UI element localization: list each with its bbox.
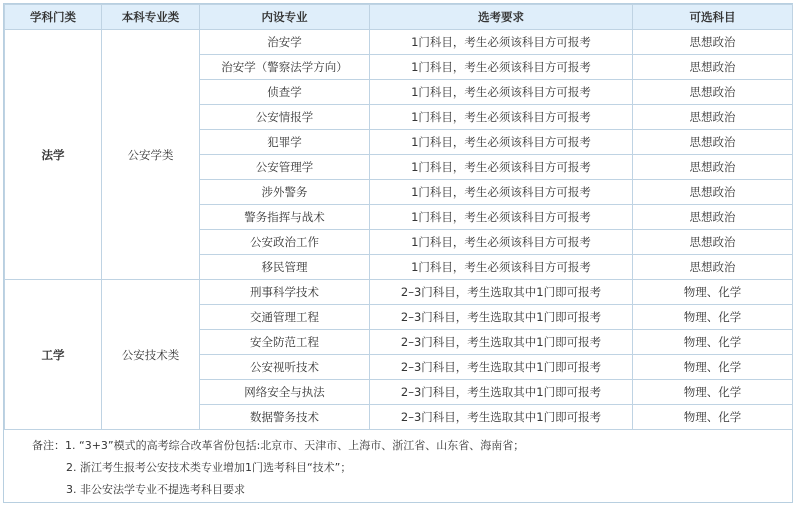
major-cell: 犯罪学 — [200, 130, 370, 155]
subjects-cell: 物理、化学 — [633, 280, 793, 305]
major-cell: 刑事科学技术 — [200, 280, 370, 305]
requirement-cell: 1门科目，考生必须该科目方可报考 — [370, 80, 633, 105]
major-cell: 网络安全与执法 — [200, 380, 370, 405]
table-body — [5, 30, 793, 430]
requirement-cell: 1门科目，考生必须该科目方可报考 — [370, 155, 633, 180]
subjects-cell: 思想政治 — [633, 80, 793, 105]
subjects-cell: 物理、化学 — [633, 330, 793, 355]
requirement-cell: 1门科目，考生必须该科目方可报考 — [370, 255, 633, 280]
category-cell: 工学 — [5, 280, 102, 430]
note-line-3: 3. 非公安法学专业不提选考科目要求 — [66, 483, 245, 496]
category-cell: 法学 — [5, 30, 102, 280]
notes-section — [4, 435, 792, 501]
subjects-cell: 思想政治 — [633, 30, 793, 55]
major-cell: 公安管理学 — [200, 155, 370, 180]
requirement-cell: 2–3门科目，考生选取其中1门即可报考 — [370, 405, 633, 430]
major-cell: 公安政治工作 — [200, 230, 370, 255]
major-cell: 数据警务技术 — [200, 405, 370, 430]
table-row — [5, 30, 793, 55]
major-class-cell: 公安技术类 — [102, 280, 200, 430]
requirement-cell: 2–3门科目，考生选取其中1门即可报考 — [370, 380, 633, 405]
note-line-1: 备注：1. “3+3”模式的高考综合改革省份包括:北京市、天津市、上海市、浙江省、山东省、海南省； — [32, 439, 525, 452]
subjects-cell: 思想政治 — [633, 180, 793, 205]
requirement-cell: 2–3门科目，考生选取其中1门即可报考 — [370, 305, 633, 330]
header-subjects: 可选科目 — [633, 5, 793, 30]
major-cell: 公安情报学 — [200, 105, 370, 130]
subjects-cell: 思想政治 — [633, 230, 793, 255]
major-cell: 侦查学 — [200, 80, 370, 105]
subjects-cell: 思想政治 — [633, 105, 793, 130]
requirements-table-frame — [3, 3, 793, 503]
requirements-table — [4, 4, 793, 430]
header-major-class: 本科专业类 — [102, 5, 200, 30]
subjects-cell: 思想政治 — [633, 205, 793, 230]
requirement-cell: 2–3门科目，考生选取其中1门即可报考 — [370, 280, 633, 305]
requirement-cell: 2–3门科目，考生选取其中1门即可报考 — [370, 330, 633, 355]
major-cell: 安全防范工程 — [200, 330, 370, 355]
subjects-cell: 思想政治 — [633, 155, 793, 180]
header-category: 学科门类 — [5, 5, 102, 30]
header-requirement: 选考要求 — [370, 5, 633, 30]
table-row — [5, 280, 793, 305]
major-cell: 交通管理工程 — [200, 305, 370, 330]
subjects-cell: 物理、化学 — [633, 355, 793, 380]
requirement-cell: 1门科目，考生必须该科目方可报考 — [370, 180, 633, 205]
subjects-cell: 思想政治 — [633, 55, 793, 80]
requirement-cell: 1门科目，考生必须该科目方可报考 — [370, 30, 633, 55]
major-cell: 警务指挥与战术 — [200, 205, 370, 230]
major-class-cell: 公安学类 — [102, 30, 200, 280]
requirement-cell: 1门科目，考生必须该科目方可报考 — [370, 205, 633, 230]
note-line-2: 2. 浙江考生报考公安技术类专业增加1门选考科目“技术”； — [66, 461, 352, 474]
subjects-cell: 思想政治 — [633, 130, 793, 155]
subjects-cell: 思想政治 — [633, 255, 793, 280]
major-cell: 治安学 — [200, 30, 370, 55]
major-cell: 治安学（警察法学方向） — [200, 55, 370, 80]
requirement-cell: 1门科目，考生必须该科目方可报考 — [370, 130, 633, 155]
requirement-cell: 1门科目，考生必须该科目方可报考 — [370, 230, 633, 255]
subjects-cell: 物理、化学 — [633, 305, 793, 330]
subjects-cell: 物理、化学 — [633, 380, 793, 405]
table-header-row — [5, 5, 793, 30]
requirement-cell: 1门科目，考生必须该科目方可报考 — [370, 55, 633, 80]
major-cell: 移民管理 — [200, 255, 370, 280]
major-cell: 公安视听技术 — [200, 355, 370, 380]
requirement-cell: 2–3门科目，考生选取其中1门即可报考 — [370, 355, 633, 380]
requirement-cell: 1门科目，考生必须该科目方可报考 — [370, 105, 633, 130]
subjects-cell: 物理、化学 — [633, 405, 793, 430]
header-major: 内设专业 — [200, 5, 370, 30]
major-cell: 涉外警务 — [200, 180, 370, 205]
